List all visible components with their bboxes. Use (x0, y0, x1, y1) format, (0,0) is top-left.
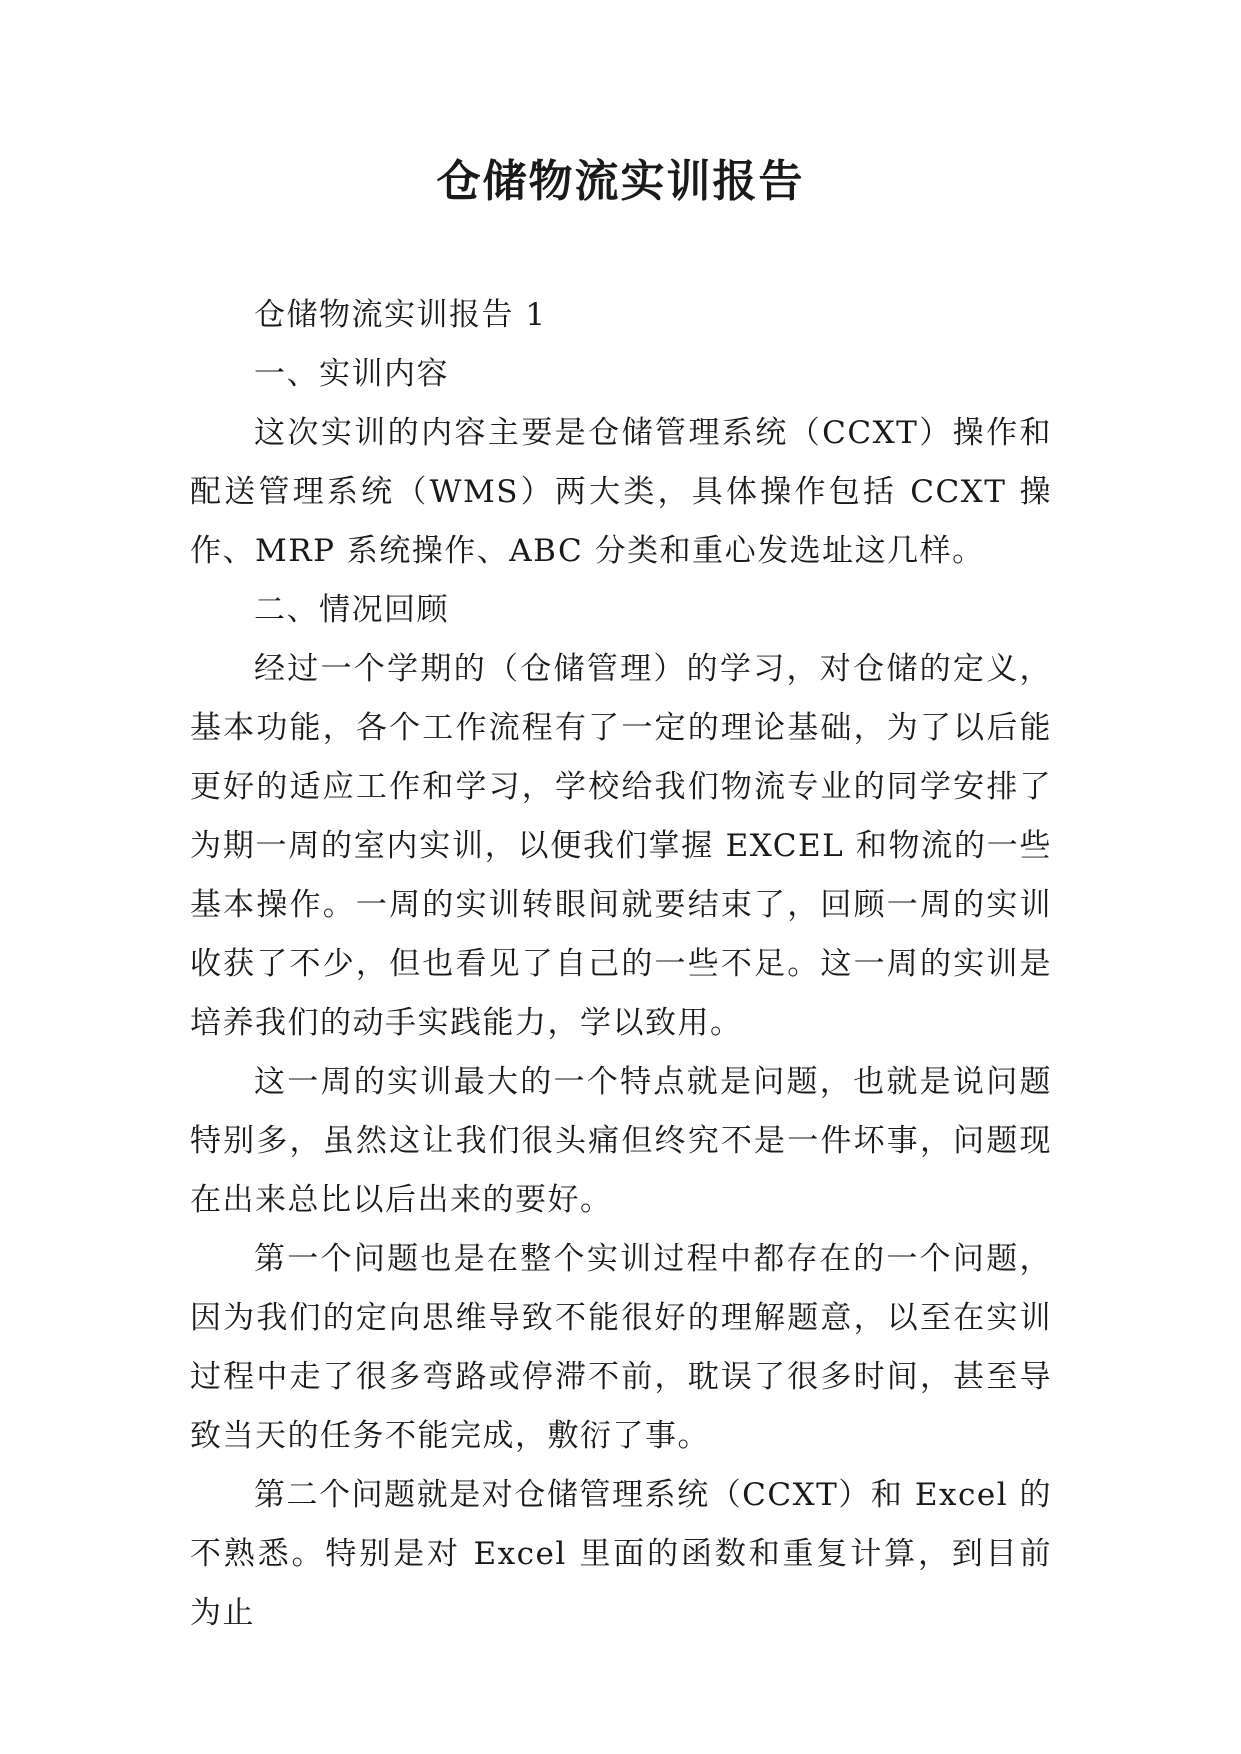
section-heading-content: 一、实训内容 (254, 356, 449, 392)
paragraph-problem-two: 第二个问题就是对仓储管理系统（CCXT）和 Excel 的不熟悉。特别是对 Excel 里面的函数和重复计算，到目前为止 (190, 1477, 1053, 1631)
section-heading-review: 二、情况回顾 (254, 592, 449, 628)
paragraph-content: 这次实训的内容主要是仓储管理系统（CCXT）操作和配送管理系统（WMS）两大类，具体操作包括 CCXT 操作、MRP 系统操作、ABC 分类和重心发选址这几样。 (190, 415, 1052, 569)
document-title: 仓储物流实训报告 (436, 156, 805, 207)
report-subtitle: 仓储物流实训报告 1 (254, 297, 547, 333)
document-body (190, 286, 1052, 1643)
paragraph-review: 经过一个学期的（仓储管理）的学习，对仓储的定义，基本功能，各个工作流程有了一定的理论基础，为了以后能更好的适应工作和学习，学校给我们物流专业的同学安排了为期一周的室内实训，以便我们掌握 EXCEL 和物流的一些基本操作。一周的实训转眼间就要结束了，回顾一周的实训收获了不少，但也看见了自己的一些不足。这一周的实训是培养我们的动手实践能力，学以致用。 (190, 651, 1052, 1041)
paragraph-problems: 这一周的实训最大的一个特点就是问题，也就是说问题特别多，虽然这让我们很头痛但终究不是一件坏事，问题现在出来总比以后出来的要好。 (190, 1064, 1052, 1218)
paragraph-problem-one: 第一个问题也是在整个实训过程中都存在的一个问题，因为我们的定向思维导致不能很好的理解题意，以至在实训过程中走了很多弯路或停滞不前，耽误了很多时间，甚至导致当天的任务不能完成，敷衍了事。 (190, 1241, 1052, 1454)
